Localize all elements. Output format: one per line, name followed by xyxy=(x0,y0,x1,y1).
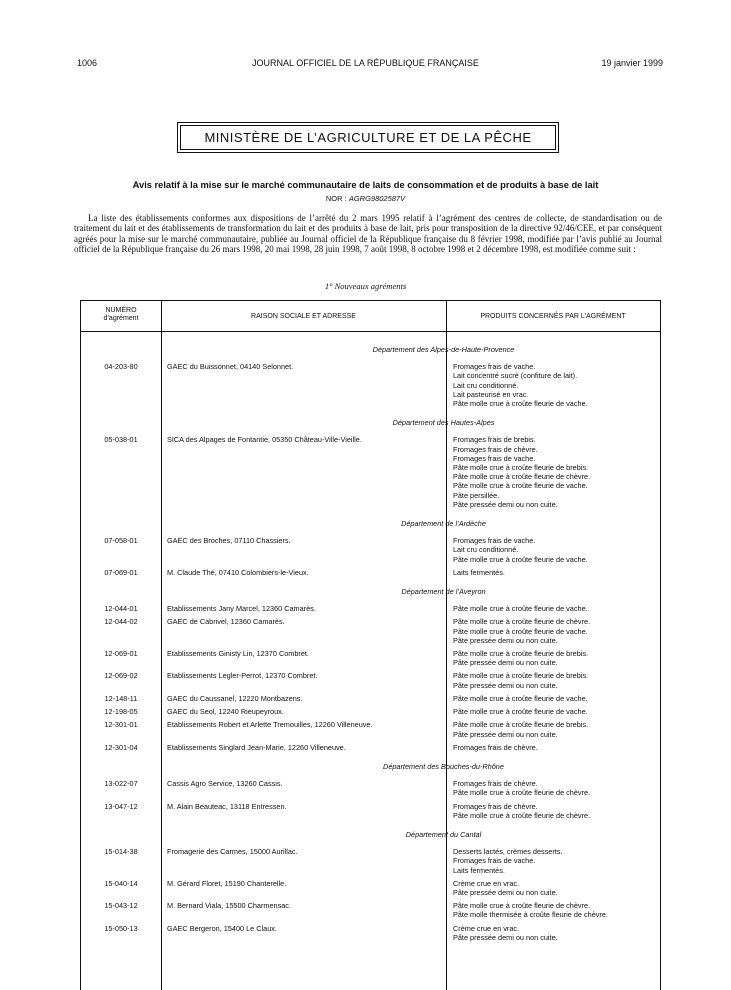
product-item: Pâte molle crue à croûte fleurie de vache. xyxy=(453,604,588,614)
table-row xyxy=(81,649,660,667)
section-label: 1° Nouveaux agréments xyxy=(324,281,407,291)
department-heading: Département de l’Aveyron xyxy=(401,587,486,597)
products-list xyxy=(446,694,656,703)
product-item: Fromages frais de chèvre. xyxy=(453,444,538,454)
notice-title: Avis relatif à la mise sur le marché communautaire de laits de consommation et de produits à base de lait xyxy=(132,180,599,190)
approval-number: 15-050-13 xyxy=(104,923,138,933)
table-row xyxy=(81,671,660,689)
approval-number: 04-203-80 xyxy=(104,362,138,372)
approval-number: 12-044-02 xyxy=(104,617,138,627)
product-item: Pâte molle crue à croûte fleurie de vache. xyxy=(453,399,588,409)
product-item: Pâte molle crue à croûte fleurie de vache. xyxy=(453,707,588,717)
establishment-name: Etablissements Legler-Perrot, 12370 Combret. xyxy=(167,671,318,681)
approval-number: 12-069-01 xyxy=(104,649,138,659)
intro-paragraph: La liste des établissements conformes aux dispositions de l’arrêté du 2 mars 1995 relatif à l’agrément des centres de collecte, de standardisation ou de traitement du lait et des établissements de transformation du lait et des produits à base de lait, pris pour transposition de la directive 92/46/CEE, et par conséquent agréés pour la mise sur le marché communautaire, publiée au Journal officiel de la République française du 8 février 1998, modifiée par l’avis publié au Journal officiel de la République française du 26 mars 1998, 20 mai 1998, 28 juin 1998, 7 août 1998, 8 octobre 1998 et 2 décembre 1998, est modifiée comme suit : xyxy=(74,213,662,255)
establishment-name: Etablissements Ginisty Lin, 12370 Combret. xyxy=(167,649,309,659)
products-list xyxy=(446,671,656,689)
product-item: Pâte molle crue à croûte fleurie de chèvre. xyxy=(453,617,591,627)
establishment-name: M. Alain Beauteac, 13118 Entressen. xyxy=(167,801,287,811)
establishment-name: M. Gérard Floret, 15190 Chanterelle. xyxy=(167,878,287,888)
header-number-line1: NUMÉRO xyxy=(105,307,137,314)
products-list xyxy=(446,847,656,875)
products-list xyxy=(446,802,656,820)
approval-number: 15-043-12 xyxy=(104,901,138,911)
product-item: Laits fermentés. xyxy=(453,567,505,577)
approval-number: 12-198-05 xyxy=(104,707,138,717)
department-heading: Département de l’Ardèche xyxy=(401,519,486,529)
section-heading xyxy=(0,281,731,291)
products-list xyxy=(446,435,656,509)
page-number: 1006 xyxy=(77,58,98,68)
table-row xyxy=(81,694,660,703)
product-item: Pâte pressée demi ou non cuite. xyxy=(453,887,558,897)
product-item: Fromages frais de vache. xyxy=(453,856,536,866)
product-item: Lait concentré sucré (confiture de lait). xyxy=(453,371,578,381)
establishment-name: Etablissements Robert et Arlette Tremouilles, 12260 Villeneuve. xyxy=(167,720,373,730)
product-item: Pâte molle crue à croûte fleurie de brebis. xyxy=(453,463,589,473)
product-item: Laits fermentés. xyxy=(453,865,505,875)
establishment-name: M. Bernard Viala, 15500 Charmensac. xyxy=(167,901,291,911)
table-row xyxy=(81,707,660,716)
table-body xyxy=(81,345,660,952)
department-heading: Département du Cantal xyxy=(405,829,482,839)
approval-number: 12-301-01 xyxy=(104,720,138,730)
product-item: Crème crue en vrac. xyxy=(453,878,520,888)
product-item: Pâte molle crue à croûte fleurie de vache. xyxy=(453,693,588,703)
nor-reference xyxy=(0,194,731,203)
approval-number: 15-014-38 xyxy=(104,847,138,857)
product-item: Desserts lactés, crèmes desserts. xyxy=(453,847,563,857)
product-item: Lait pasteurisé en vrac. xyxy=(453,389,529,399)
product-item: Pâte molle crue à croûte fleurie de chèvre. xyxy=(453,810,591,820)
approvals-table xyxy=(80,300,661,990)
product-item: Pâte pressée demi ou non cuite. xyxy=(453,729,558,739)
establishment-name: GAEC des Broches, 07110 Chassiers. xyxy=(167,536,291,546)
table-row xyxy=(81,617,660,645)
approval-number: 12-301-04 xyxy=(104,742,138,752)
products-list xyxy=(446,568,656,577)
products-list xyxy=(446,901,656,919)
header-number xyxy=(81,307,161,323)
table-row xyxy=(81,779,660,797)
product-item: Lait cru conditionné. xyxy=(453,545,519,555)
product-item: Pâte molle crue à croûte fleurie de chèvre. xyxy=(453,472,591,482)
product-item: Pâte molle thermisée à croûte fleurie de chèvre. xyxy=(453,910,608,920)
products-list xyxy=(446,924,656,942)
establishment-name: Fromagerie des Carmes, 15000 Aurillac. xyxy=(167,847,298,857)
approval-number: 07-058-01 xyxy=(104,536,138,546)
header-products: PRODUITS CONCERNÉS PAR L’AGRÉMENT xyxy=(480,313,626,320)
product-item: Pâte pressée demi ou non cuite. xyxy=(453,635,558,645)
product-item: Pâte molle crue à croûte fleurie de chèvre. xyxy=(453,788,591,798)
table-row xyxy=(81,362,660,408)
approval-number: 15-040-14 xyxy=(104,878,138,888)
table-row xyxy=(81,435,660,509)
product-item: Pâte molle crue à croûte fleurie de brebis. xyxy=(453,671,589,681)
approval-number: 12-148-11 xyxy=(104,693,138,703)
product-item: Pâte persillée. xyxy=(453,490,500,500)
products-list xyxy=(446,720,656,738)
header-name: RAISON SOCIALE ET ADRESSE xyxy=(251,313,356,320)
product-item: Fromages frais de chèvre. xyxy=(453,801,538,811)
approval-number: 05-038-01 xyxy=(104,435,138,445)
product-item: Lait cru conditionné. xyxy=(453,380,519,390)
product-item: Crème crue en vrac. xyxy=(453,923,520,933)
product-item: Fromages frais de chèvre. xyxy=(453,742,538,752)
table-row xyxy=(81,604,660,613)
journal-title: JOURNAL OFFICIEL DE LA RÉPUBLIQUE FRANÇAISE xyxy=(252,58,479,68)
department-heading: Département des Alpes-de-Haute-Provence xyxy=(372,345,515,354)
products-list xyxy=(446,362,656,408)
establishment-name: SICA des Alpages de Fontantie, 05350 Château-Ville-Vieille. xyxy=(167,435,362,445)
establishment-name: GAEC du Caussanel, 12220 Montbazens. xyxy=(167,693,303,703)
table-row xyxy=(81,743,660,752)
products-list xyxy=(446,779,656,797)
table-row xyxy=(81,879,660,897)
establishment-name: M. Claude Thé, 07410 Colombiers-le-Vieux. xyxy=(167,567,309,577)
establishment-name: GAEC du Buissonnet, 04140 Selonnet. xyxy=(167,362,294,372)
table-row xyxy=(81,568,660,577)
product-item: Fromages frais de vache. xyxy=(453,536,536,546)
table-row xyxy=(81,924,660,942)
establishment-name: Cassis Agro Service, 13260 Cassis. xyxy=(167,779,283,789)
table-header xyxy=(81,301,660,332)
establishment-name: GAEC Bergeron, 15400 Le Claux. xyxy=(167,923,277,933)
product-item: Pâte pressée demi ou non cuite. xyxy=(453,658,558,668)
approval-number: 12-069-02 xyxy=(104,671,138,681)
product-item: Fromages frais de brebis. xyxy=(453,435,536,445)
establishment-name: Etablissements Singlard Jean-Marie, 12260 Villeneuve. xyxy=(167,742,346,752)
establishment-name: GAEC de Cabrivel, 12360 Camarès. xyxy=(167,617,285,627)
product-item: Fromages frais de vache. xyxy=(453,453,536,463)
product-item: Fromages frais de vache. xyxy=(453,362,536,372)
product-item: Pâte molle crue à croûte fleurie de vache. xyxy=(453,481,588,491)
products-list xyxy=(446,536,656,564)
table-row xyxy=(81,901,660,919)
table-row xyxy=(81,802,660,820)
product-item: Pâte molle crue à croûte fleurie de chèvre. xyxy=(453,901,591,911)
establishment-name: Etablissements Jany Marcel, 12360 Camarès. xyxy=(167,604,316,614)
nor-value: AGRG9802587V xyxy=(348,194,406,203)
product-item: Pâte pressée demi ou non cuite. xyxy=(453,932,558,942)
publication-date: 19 janvier 1999 xyxy=(601,58,663,68)
product-item: Fromages frais de chèvre. xyxy=(453,779,538,789)
product-item: Pâte pressée demi ou non cuite. xyxy=(453,499,558,509)
nor-label: NOR : xyxy=(325,194,347,203)
product-item: Pâte pressée demi ou non cuite. xyxy=(453,680,558,690)
products-list xyxy=(446,649,656,667)
establishment-name: GAEC du Seol, 12240 Rieupeyroux. xyxy=(167,707,284,717)
department-heading: Département des Bouches-du-Rhône xyxy=(383,761,504,771)
products-list xyxy=(446,617,656,645)
products-list xyxy=(446,604,656,613)
table-row xyxy=(81,847,660,875)
product-item: Pâte molle crue à croûte fleurie de brebis. xyxy=(453,720,589,730)
products-list xyxy=(446,879,656,897)
approval-number: 12-044-01 xyxy=(104,604,138,614)
department-heading: Département des Hautes-Alpes xyxy=(392,418,495,428)
product-item: Pâte molle crue à croûte fleurie de brebis. xyxy=(453,649,589,659)
header-number-line2: d’agrément xyxy=(103,315,139,322)
approval-number: 13-022-07 xyxy=(104,779,138,789)
product-item: Pâte molle crue à croûte fleurie de vache. xyxy=(453,554,588,564)
approval-number: 13-047-12 xyxy=(104,801,138,811)
table-row xyxy=(81,720,660,738)
product-item: Pâte molle crue à croûte fleurie de vache. xyxy=(453,626,588,636)
table-row xyxy=(81,536,660,564)
products-list xyxy=(446,707,656,716)
approval-number: 07-069-01 xyxy=(104,567,138,577)
products-list xyxy=(446,743,656,752)
ministry-box: MINISTÈRE DE L’AGRICULTURE ET DE LA PÊCHE xyxy=(180,125,556,150)
